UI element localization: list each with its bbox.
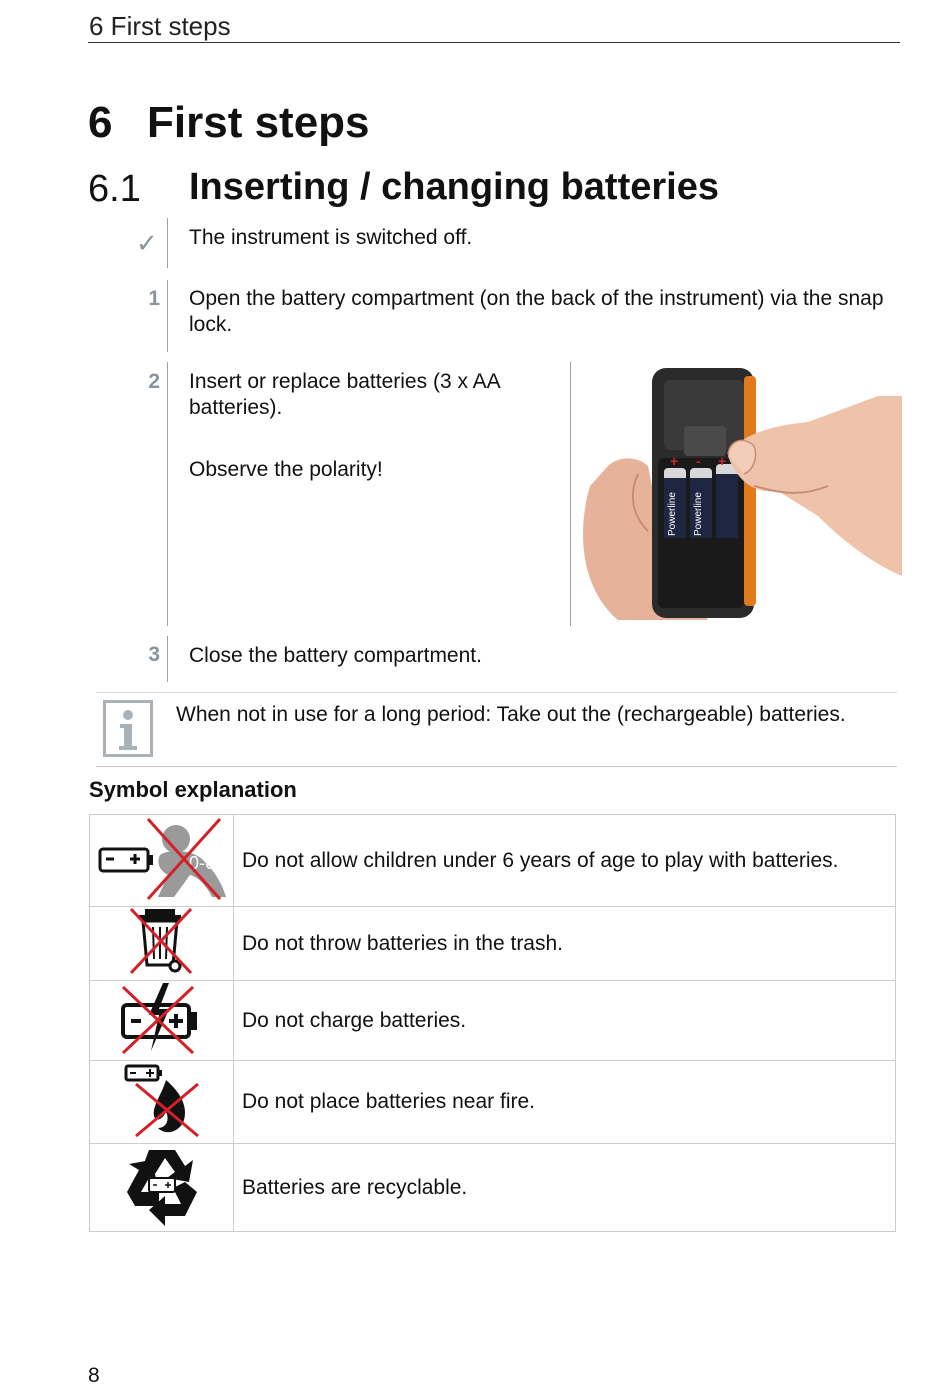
page-number: 8 <box>88 1364 100 1387</box>
step-3-text: Close the battery compartment. <box>189 644 482 667</box>
header-rule <box>88 42 900 43</box>
step-2-number: 2 <box>148 370 160 393</box>
table-row <box>90 1144 896 1232</box>
symbol-icon-cell <box>90 815 234 907</box>
no-fire-icon <box>122 1062 202 1138</box>
polarity-mark: + <box>670 453 679 469</box>
step-1-text: Open the battery compartment (on the back of the instrument) via the snap lock. <box>189 287 884 336</box>
polarity-mark: + <box>718 453 727 469</box>
symbol-icon-cell <box>90 1144 234 1232</box>
step-bar <box>167 280 168 352</box>
step-3-number: 3 <box>148 643 160 666</box>
section-title: Inserting / changing batteries <box>189 166 719 208</box>
symbol-explanation-heading: Symbol explanation <box>89 777 297 802</box>
symbol-text: Batteries are recyclable. <box>234 1144 896 1232</box>
table-row <box>90 907 896 981</box>
step-bar <box>167 636 168 682</box>
info-note-text: When not in use for a long period: Take out the (rechargeable) batteries. <box>176 703 846 726</box>
symbol-text: Do not allow children under 6 years of age to play with batteries. <box>234 815 896 907</box>
battery-brand-label: Powerline <box>667 492 678 536</box>
step-bar <box>167 362 168 626</box>
no-trash-bin-icon <box>127 907 197 975</box>
step-2-text: Insert or replace batteries (3 x AA batteries). <box>189 370 500 419</box>
table-row <box>90 981 896 1061</box>
symbol-icon-cell <box>90 907 234 981</box>
step-1-number: 1 <box>148 287 160 310</box>
symbol-icon-cell <box>90 1061 234 1144</box>
running-header: 6 First steps <box>89 11 231 41</box>
chapter-number: 6 <box>88 98 113 147</box>
prerequisite-text: The instrument is switched off. <box>189 226 473 249</box>
recycle-icon <box>119 1144 205 1226</box>
no-children-battery-icon <box>94 815 230 901</box>
step-bar <box>167 218 168 268</box>
section-number: 6.1 <box>88 168 141 210</box>
symbol-table <box>89 814 896 1232</box>
symbol-text: Do not place batteries near fire. <box>234 1061 896 1144</box>
photo-divider <box>570 362 571 626</box>
table-row <box>90 1061 896 1144</box>
no-charging-icon <box>119 981 205 1055</box>
check-icon: ✓ <box>136 228 158 258</box>
age-label: 0-6 <box>188 853 215 873</box>
battery-brand-label: Powerline <box>693 492 704 536</box>
info-icon <box>103 700 153 757</box>
chapter-title: First steps <box>147 98 370 147</box>
symbol-text: Do not charge batteries. <box>234 981 896 1061</box>
symbol-text: Do not throw batteries in the trash. <box>234 907 896 981</box>
symbol-icon-cell <box>90 981 234 1061</box>
step-2-note: Observe the polarity! <box>189 458 383 481</box>
polarity-mark: - <box>696 453 701 469</box>
battery-insert-photo <box>578 366 902 622</box>
table-row <box>90 815 896 907</box>
